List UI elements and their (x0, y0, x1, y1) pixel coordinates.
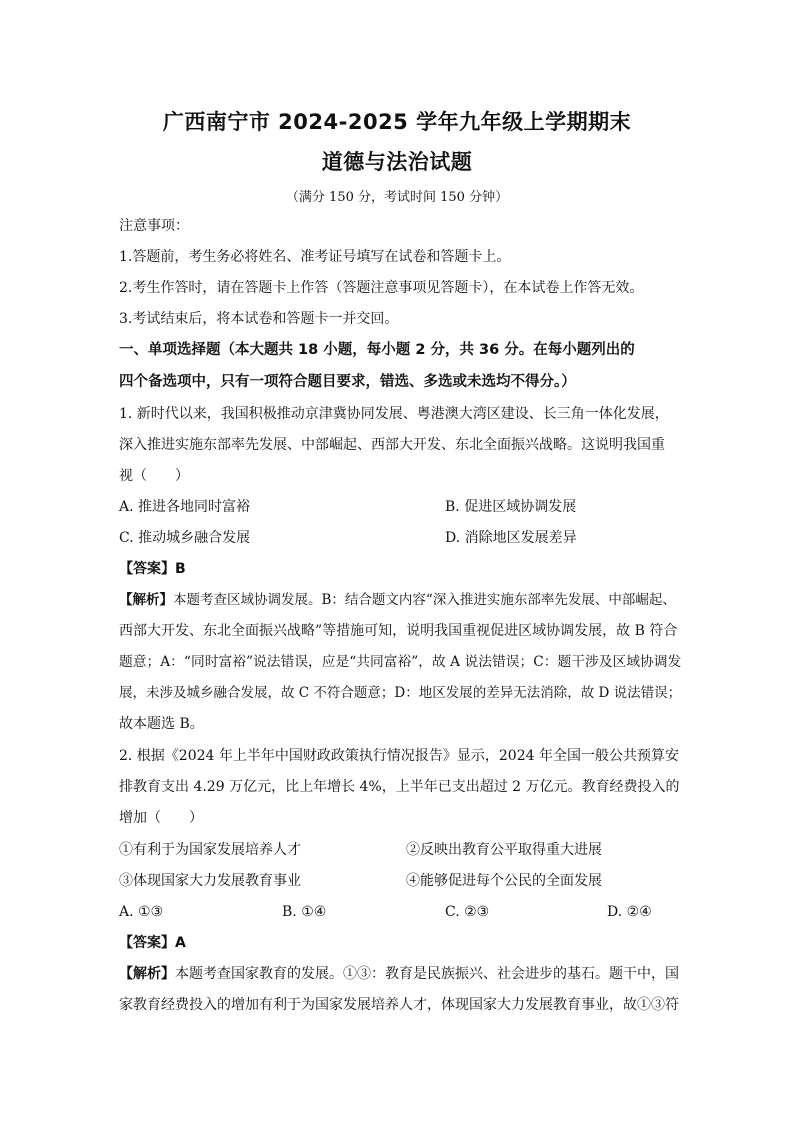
q1-analysis-line3: 题意；A：“同时富裕”说法错误，应是“共同富裕”，故 A 说法错误；C：题干涉及区域协调发 (119, 654, 682, 670)
q1-analysis-line5: 故本题选 B。 (119, 716, 204, 732)
q1-stem-line2: 深入推进实施东部率先发展、中部崛起、西部大开发、东北全面振兴战略。这说明我国重 (119, 437, 665, 453)
q2-option-a: A. ①③ (119, 904, 164, 920)
q2-option-b: B. ①④ (282, 904, 327, 920)
q1-stem-line1: 1. 新时代以来，我国积极推动京津冀协同发展、粤港澳大湾区建设、长三角一体化发展， (119, 406, 669, 422)
q2-option-c: C. ②③ (445, 904, 490, 920)
q2-statement-4: ④能够促进每个公民的全面发展 (406, 873, 602, 889)
q1-analysis-line1 (119, 590, 679, 610)
q2-statement-1: ①有利于为国家发展培养人才 (119, 842, 301, 858)
exam-subtitle: （满分 150 分，考试时间 150 分钟） (285, 190, 509, 205)
notice-item-3: 3.考试结束后，将本试卷和答题卡一并交回。 (119, 311, 399, 327)
q2-statement-3: ③体现国家大力发展教育事业 (119, 873, 301, 889)
q1-analysis-text-1: 本题考查区域协调发展。B：结合题文内容“深入推进实施东部率先发展、中部崛起、 (173, 592, 676, 608)
notice-item-1: 1.答题前，考生务必将姓名、准考证号填写在试卷和答题卡上。 (119, 249, 511, 265)
q2-answer-label: 【答案】 (119, 935, 175, 951)
q2-stem-line3: 增加（ ） (119, 810, 203, 826)
q1-option-d: D. 消除地区发展差异 (445, 530, 577, 546)
section1-heading-line2: 四个备选项中，只有一项符合题目要求，错选、多选或未选均不得分。） (119, 374, 576, 390)
q2-stem-line2: 排教育支出 4.29 万亿元，比上年增长 4%，上半年已支出超过 2 万亿元。教育经费投入的 (119, 779, 680, 795)
q1-answer-label: 【答案】 (119, 561, 175, 577)
q2-answer (119, 933, 679, 953)
q2-statement-2: ②反映出教育公平取得重大进展 (406, 842, 602, 858)
q2-option-d: D. ②④ (607, 904, 652, 920)
q1-answer-value: B (175, 561, 186, 577)
q2-analysis-line2: 家教育经费投入的增加有利于为国家发展培养人才，体现国家大力发展教育事业，故①③符 (119, 997, 679, 1013)
notice-item-2: 2.考生作答时，请在答题卡上作答（答题注意事项见答题卡），在本试卷上作答无效。 (119, 280, 644, 296)
q2-answer-value: A (175, 935, 186, 951)
q1-answer (119, 559, 679, 579)
q2-analysis-text-1: 本题考查国家教育的发展。①③：教育是民族振兴、社会进步的基石。题干中，国 (175, 966, 679, 982)
q1-analysis-line2: 西部大开发、东北全面振兴战略”等措施可知，说明我国重视促进区域协调发展，故 B 符合 (119, 623, 678, 639)
q1-option-c: C. 推动城乡融合发展 (119, 530, 251, 546)
q1-option-b: B. 促进区域协调发展 (445, 499, 577, 515)
q1-option-a: A. 推进各地同时富裕 (119, 499, 251, 515)
q1-stem-line3: 视（ ） (119, 468, 189, 484)
q2-stem-line1: 2. 根据《2024 年上半年中国财政政策执行情况报告》显示，2024 年全国一般公共预算安 (119, 748, 679, 764)
q1-analysis-line4: 展，未涉及城乡融合发展，故 C 不符合题意；D：地区发展的差异无法消除，故 D 说法错误； (119, 685, 682, 701)
q2-analysis-line1 (119, 964, 679, 984)
exam-title-line2: 道德与法治试题 (321, 150, 473, 174)
q1-analysis-label: 【解析】 (119, 592, 173, 608)
q2-analysis-label: 【解析】 (119, 966, 175, 982)
notice-heading: 注意事项： (119, 218, 189, 234)
exam-title-line1: 广西南宁市 2024-2025 学年九年级上学期期末 (162, 110, 632, 134)
section1-heading-line1: 一、单项选择题（本大题共 18 小题，每小题 2 分，共 36 分。在每小题列出的 (119, 342, 635, 358)
